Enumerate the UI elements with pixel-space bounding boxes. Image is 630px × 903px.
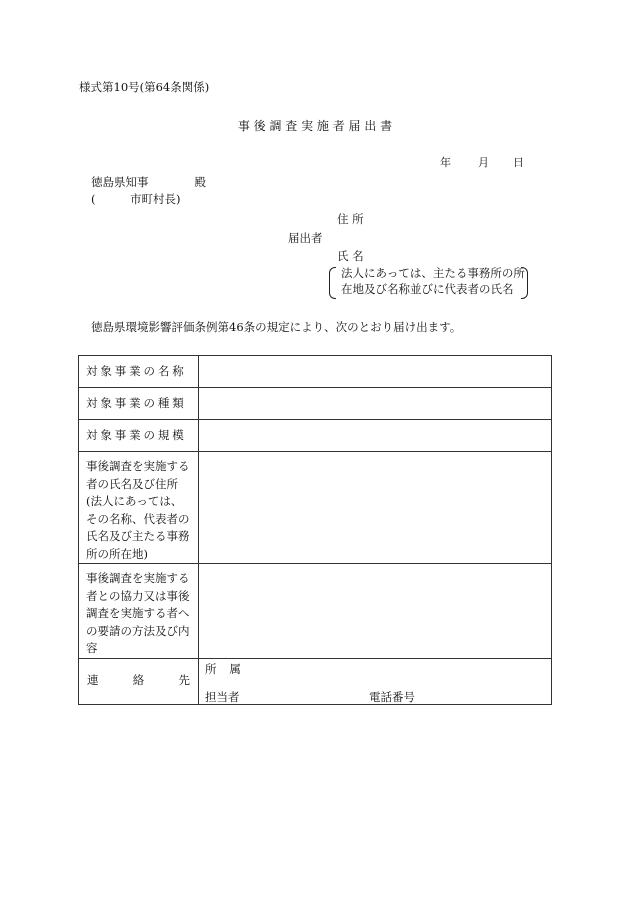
project-scale-field[interactable] (199, 420, 552, 452)
statement: 徳島県環境影響評価条例第46条の規定により、次のとおり届け出ます。 (91, 320, 462, 334)
row-label-cell (79, 388, 199, 420)
surveyor-name-address-label: 事後調査を実施する者の氏名及び住所(法人にあっては、その名称、代表者の氏名及び主たる事務所の所在地) (86, 459, 190, 561)
cooperation-method-label: 事後調査を実施する者との協力又は事後調査を実施する者への要請の方法及び内容 (86, 571, 190, 655)
project-type-label: 対象事業の種類 (86, 396, 187, 410)
contact-label-char: 先 (178, 673, 190, 688)
person-in-charge-label: 担当者 (205, 689, 240, 704)
project-type-field[interactable] (199, 388, 552, 420)
contact-label-char: 絡 (132, 673, 145, 688)
form-number: 様式第10号(第64条関係) (79, 80, 210, 94)
date-day-label: 日 (513, 156, 524, 169)
applicant-label: 届出者 (288, 231, 323, 245)
table-row (79, 420, 552, 452)
date-year-label: 年 (440, 156, 451, 169)
row-label-cell (79, 658, 199, 704)
name-label: 氏 名 (337, 249, 364, 263)
table-row (79, 388, 552, 420)
row-label-cell (79, 452, 199, 564)
row-label-cell (79, 564, 199, 659)
note-bracket-left (329, 267, 336, 299)
document-title: 事 後 調 査 実 施 者 届 出 書 (237, 119, 393, 133)
table-row (79, 658, 552, 704)
table-row (79, 356, 552, 388)
date-month-label: 月 (478, 156, 489, 169)
addressee-alt: ( 市町村長) (91, 192, 181, 206)
affiliation-label: 所 属 (205, 661, 246, 676)
contact-label-char: 連 (87, 673, 99, 688)
project-scale-label: 対象事業の規模 (86, 428, 187, 442)
form-table (78, 355, 552, 705)
note-bracket-right (521, 267, 528, 299)
project-name-field[interactable] (199, 356, 552, 388)
cooperation-method-field[interactable] (199, 564, 552, 659)
row-label-cell (79, 420, 199, 452)
phone-number-label: 電話番号 (369, 689, 415, 704)
contact-field[interactable] (199, 658, 552, 704)
address-label: 住 所 (337, 212, 364, 226)
table-row (79, 564, 552, 659)
table-row (79, 452, 552, 564)
corporate-note-line2: 在地及び名称並びに代表者の氏名 (341, 282, 514, 296)
contact-label (79, 659, 198, 704)
corporate-note-line1: 法人にあっては、主たる事務所の所 (341, 266, 525, 280)
addressee: 徳島県知事 殿 (91, 175, 206, 189)
row-label-cell (79, 356, 199, 388)
project-name-label: 対象事業の名称 (86, 364, 187, 378)
surveyor-name-address-field[interactable] (199, 452, 552, 564)
